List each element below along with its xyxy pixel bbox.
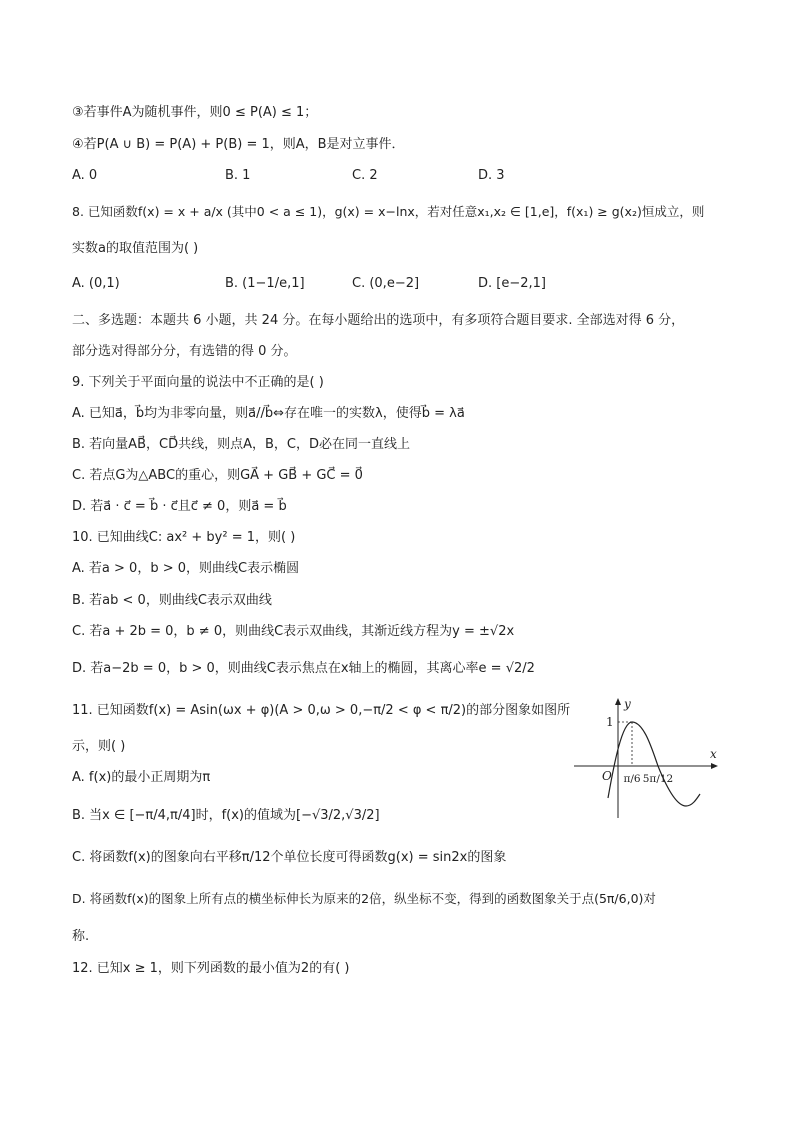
q8-stem-line-2: 实数a的取值范围为( ) [72,241,199,256]
q9-option-c[interactable]: C. 若点G为△ABC的重心，则GA⃗ + GB⃗ + GC⃗ = 0⃗ [72,468,363,483]
section-2-heading-line-2: 部分选对得部分分，有选错的得 0 分。 [72,344,297,359]
q11-option-b[interactable]: B. 当x ∈ [−π/4,π/4]时，f(x)的值域为[−√3/2,√3/2] [72,808,380,823]
y-axis-arrow-icon [615,698,621,705]
y-axis-label: y [624,697,631,711]
q8-option-c[interactable]: C. (0,e−2] [352,276,420,291]
q11-stem-line-1: 11. 已知函数f(x) = Asin(ωx + φ)(A > 0,ω > 0,−π/2 < φ < π/2)的部分图象如图所 [72,703,571,718]
q7-item-3: ③若事件A为随机事件，则0 ≤ P(A) ≤ 1； [72,105,318,120]
q10-stem: 10. 已知曲线C: ax² + by² = 1，则( ) [72,530,296,545]
section-2-heading-line-1: 二、多选题：本题共 6 小题，共 24 分。在每小题给出的选项中，有多项符合题目要求. 全部选对得 6 分， [72,313,685,328]
q10-option-d[interactable]: D. 若a−2b = 0，b > 0，则曲线C表示焦点在x轴上的椭圆，其离心率e = √2/2 [72,661,535,676]
x-tick-label-pi-6: π/6 [623,773,641,785]
q8-stem-line-1: 8. 已知函数f(x) = x + a/x (其中0 < a ≤ 1)，g(x) = x−lnx，若对任意x₁,x₂ ∈ [1,e]，f(x₁) ≥ g(x₂)恒成立，则 [72,204,705,219]
sine-curve [608,722,700,806]
sine-graph-figure [572,694,722,822]
q10-option-c[interactable]: C. 若a + 2b = 0，b ≠ 0，则曲线C表示双曲线，其渐近线方程为y = ±√2x [72,624,515,639]
q7-option-a[interactable]: A. 0 [72,168,98,183]
q7-item-4: ④若P(A ∪ B) = P(A) + P(B) = 1，则A，B是对立事件． [72,137,405,152]
q8-option-b[interactable]: B. (1−1/e,1] [225,276,305,291]
q7-option-b[interactable]: B. 1 [225,168,251,183]
x-axis-arrow-icon [711,763,718,769]
q9-option-a[interactable]: A. 已知a⃗，b⃗均为非零向量，则a⃗//b⃗⇔存在唯一的实数λ，使得b⃗ = λa⃗ [72,406,465,421]
q12-stem: 12. 已知x ≥ 1，则下列函数的最小值为2的有( ) [72,961,350,976]
q10-option-a[interactable]: A. 若a > 0，b > 0，则曲线C表示椭圆 [72,561,300,576]
q11-stem-line-2: 示，则( ) [72,739,126,754]
x-axis-label: x [710,747,717,761]
y-tick-label: 1 [606,715,614,729]
q7-option-c[interactable]: C. 2 [352,168,378,183]
q8-option-d[interactable]: D. [e−2,1] [478,276,546,291]
q11-option-d-line-2: 称. [72,929,90,944]
q7-option-d[interactable]: D. 3 [478,168,505,183]
q9-option-b[interactable]: B. 若向量AB⃗，CD⃗共线，则点A，B，C，D必在同一直线上 [72,437,410,452]
x-tick-label-5pi-12: 5π/12 [642,773,674,785]
q9-option-d[interactable]: D. 若a⃗ · c⃗ = b⃗ · c⃗且c⃗ ≠ 0，则a⃗ = b⃗ [72,499,287,514]
q8-option-a[interactable]: A. (0,1) [72,276,120,291]
q10-option-b[interactable]: B. 若ab < 0，则曲线C表示双曲线 [72,593,272,608]
q11-option-c[interactable]: C. 将函数f(x)的图象向右平移π/12个单位长度可得函数g(x) = sin2x的图象 [72,850,507,865]
q9-stem: 9. 下列关于平面向量的说法中不正确的是( ) [72,375,324,390]
origin-label: O [602,769,612,783]
q11-option-a[interactable]: A. f(x)的最小正周期为π [72,770,211,785]
q11-option-d-line-1[interactable]: D. 将函数f(x)的图象上所有点的横坐标伸长为原来的2倍，纵坐标不变，得到的函数图象关于点(5π/6,0)对 [72,891,656,906]
